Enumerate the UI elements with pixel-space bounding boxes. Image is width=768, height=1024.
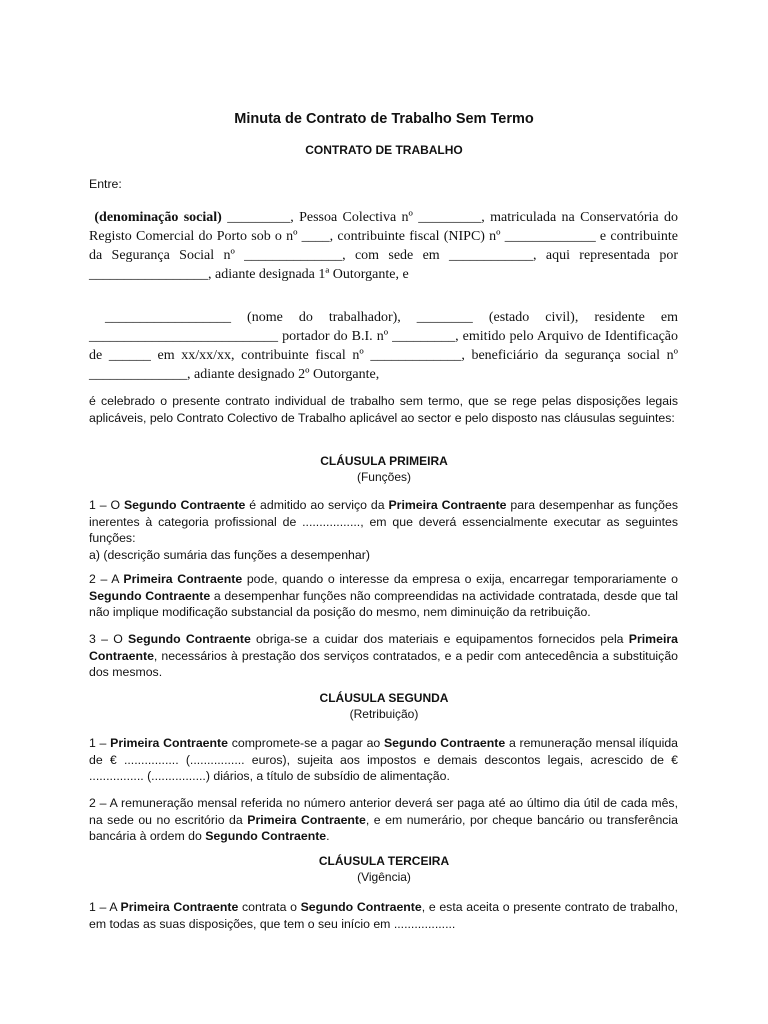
clausula2-subtitle: (Retribuição) [349, 707, 419, 721]
clausula1-p1: 1 – O Segundo Contraente é admitido ao serviço da Primeira Contraente para desempenhar as funções inerentes à categoria profissional de ................., em que deverá essencialmente executar as seguintes funções: a) (descrição sumária das funções a desempenhar) [89, 498, 679, 562]
clausula2-heading [0, 690, 768, 722]
entre-label: Entre: [89, 177, 122, 191]
party1-name-label: (denominação social) [94, 210, 222, 225]
clausula2-p1: 1 – Primeira Contraente compromete-se a pagar ao Segundo Contraente a remuneração mensal ilíquida de € ................ (................ euros), sujeita aos impostos e demais descontos legais, acrescido de € ................ (................) diários, a título de subsídio de alimentação. [89, 736, 679, 783]
clausula2-p2: 2 – A remuneração mensal referida no número anterior deverá ser paga até ao último dia útil de cada mês, na sede ou no escritório da Primeira Contraente, e em numerário, por cheque bancário ou transferência bancária à ordem do Segundo Contraente. [89, 796, 679, 843]
clausula1-p3: 3 – O Segundo Contraente obriga-se a cuidar dos materiais e equipamentos fornecidos pela Primeira Contraente, necessários à prestação dos serviços contratados, e a pedir com antecedência a substituição dos mesmos. [89, 632, 678, 679]
clausula1-subtitle: (Funções) [356, 470, 412, 484]
clausula1-item-a: a) (descrição sumária das funções a desempenhar) [89, 547, 370, 562]
clausula1-heading [0, 453, 768, 485]
party2-paragraph [89, 308, 678, 384]
document-subtitle: CONTRATO DE TRABALHO [305, 143, 463, 157]
clausula3-heading [0, 853, 768, 885]
document-title: Minuta de Contrato de Trabalho Sem Termo [234, 111, 534, 127]
clausula2-title: CLÁUSULA SEGUNDA [319, 691, 449, 705]
party1-paragraph [89, 208, 678, 284]
clausula1-title: CLÁUSULA PRIMEIRA [320, 454, 448, 468]
clausula3-title: CLÁUSULA TERCEIRA [318, 854, 450, 868]
party2-text: __________________ (nome do trabalhador), ________ (estado civil), residente em ___________________________ portador do B.I. nº _________, emitido pelo Arquivo de Identificação de ______ em xx/xx/xx, contribuinte fiscal nº _____________, beneficiário da segurança social nº ______________, adiante designado 2º Outorgante, [89, 310, 679, 382]
intro-paragraph: é celebrado o presente contrato individual de trabalho sem termo, que se rege pelas disposições legais aplicáveis, pelo Contrato Colectivo de Trabalho aplicável ao sector e pelo disposto nas cláusulas seguintes: [89, 394, 678, 425]
clausula3-subtitle: (Vigência) [357, 870, 411, 884]
party1-text: _________, Pessoa Colectiva nº _________, matriculada na Conservatória do Registo Comercial do Porto sob o nº ____, contribuinte fiscal (NIPC) nº _____________ e contribuinte da Segurança Social nº ______________, com sede em ____________, aqui representada por _________________, adiante designada 1ª Outorgante, e [89, 210, 679, 282]
clausula1-p2: 2 – A Primeira Contraente pode, quando o interesse da empresa o exija, encarregar temporariamente o Segundo Contraente a desempenhar funções não compreendidas na actividade contratada, desde que tal não implique modificação substancial da posição do mesmo, nem diminuição da retribuição. [89, 572, 679, 619]
clausula3-p1: 1 – A Primeira Contraente contrata o Segundo Contraente, e esta aceita o presente contrato de trabalho, em todas as suas disposições, que tem o seu início em .................. [89, 900, 679, 931]
